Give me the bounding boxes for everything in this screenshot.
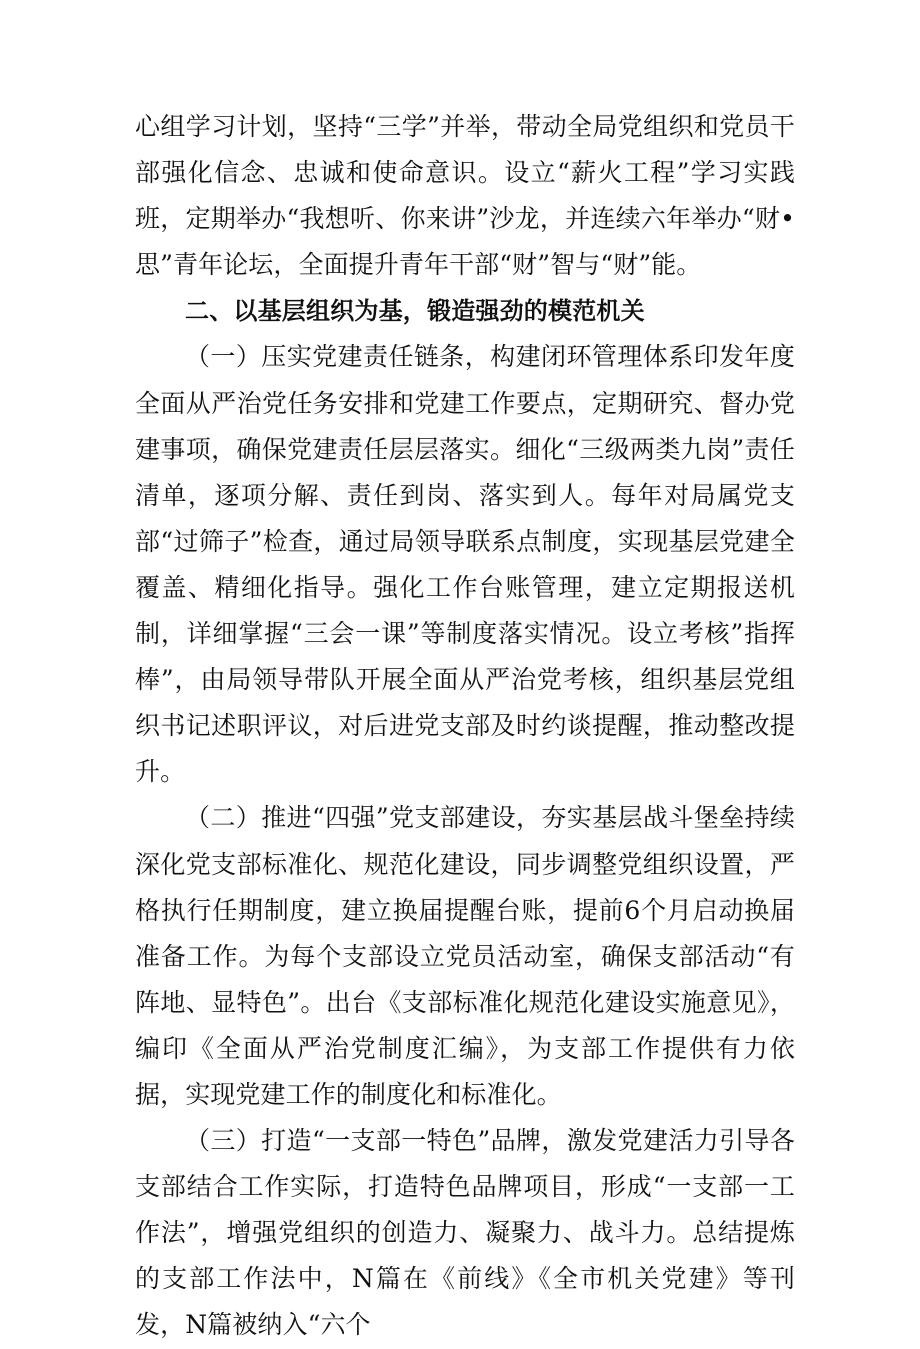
paragraph-item-2: （二）推进“四强”党支部建设，夯实基层战斗堡垒持续深化党支部标准化、规范化建设，同步调整党组织设置，严格执行任期制度，建立换届提醒台账，提前6个月启动换届准备工作。为每个支部设立党员活动室，确保支部活动“有阵地、显特色”。出台《支部标准化规范化建设实施意见》，编印《全面从严治党制度汇编》，为支部工作提供有力依据，实现党建工作的制度化和标准化。 (135, 803, 795, 1109)
paragraph-item-3: （三）打造“一支部一特色”品牌，激发党建活力引导各支部结合工作实际，打造特色品牌项目，形成“一支部一工作法”，增强党组织的创造力、凝聚力、战斗力。总结提炼的支部工作法中，N篇在《前线》《全市机关党建》等刊发，N篇被纳入“六个 (135, 1126, 795, 1340)
section-heading: 二、以基层组织为基，锻造强劲的模范机关 (185, 297, 645, 326)
paragraph-continuation: 心组学习计划，坚持“三学”并举，带动全局党组织和党员干部强化信念、忠诚和使命意识。设立“薪火工程”学习实践班，定期举办“我想听、你来讲”沙龙，并连续六年举办“财•思”青年论坛，全面提升青年干部“财”智与“财”能。 (135, 112, 795, 280)
paragraph-item-1: （一）压实党建责任链条，构建闭环管理体系印发年度全面从严治党任务安排和党建工作要点，定期研究、督办党建事项，确保党建责任层层落实。细化“三级两类九岗”责任清单，逐项分解、责任到岗、落实到人。每年对局属党支部“过筛子”检查，通过局领导联系点制度，实现基层党建全覆盖、精细化指导。强化工作台账管理，建立定期报送机制，详细掌握“三会一课”等制度落实情况。设立考核”指挥棒”，由局领导带队开展全面从严治党考核，组织基层党组织书记述职评议，对后进党支部及时约谈提醒，推动整改提升。 (135, 342, 795, 787)
document-body (135, 104, 795, 1349)
